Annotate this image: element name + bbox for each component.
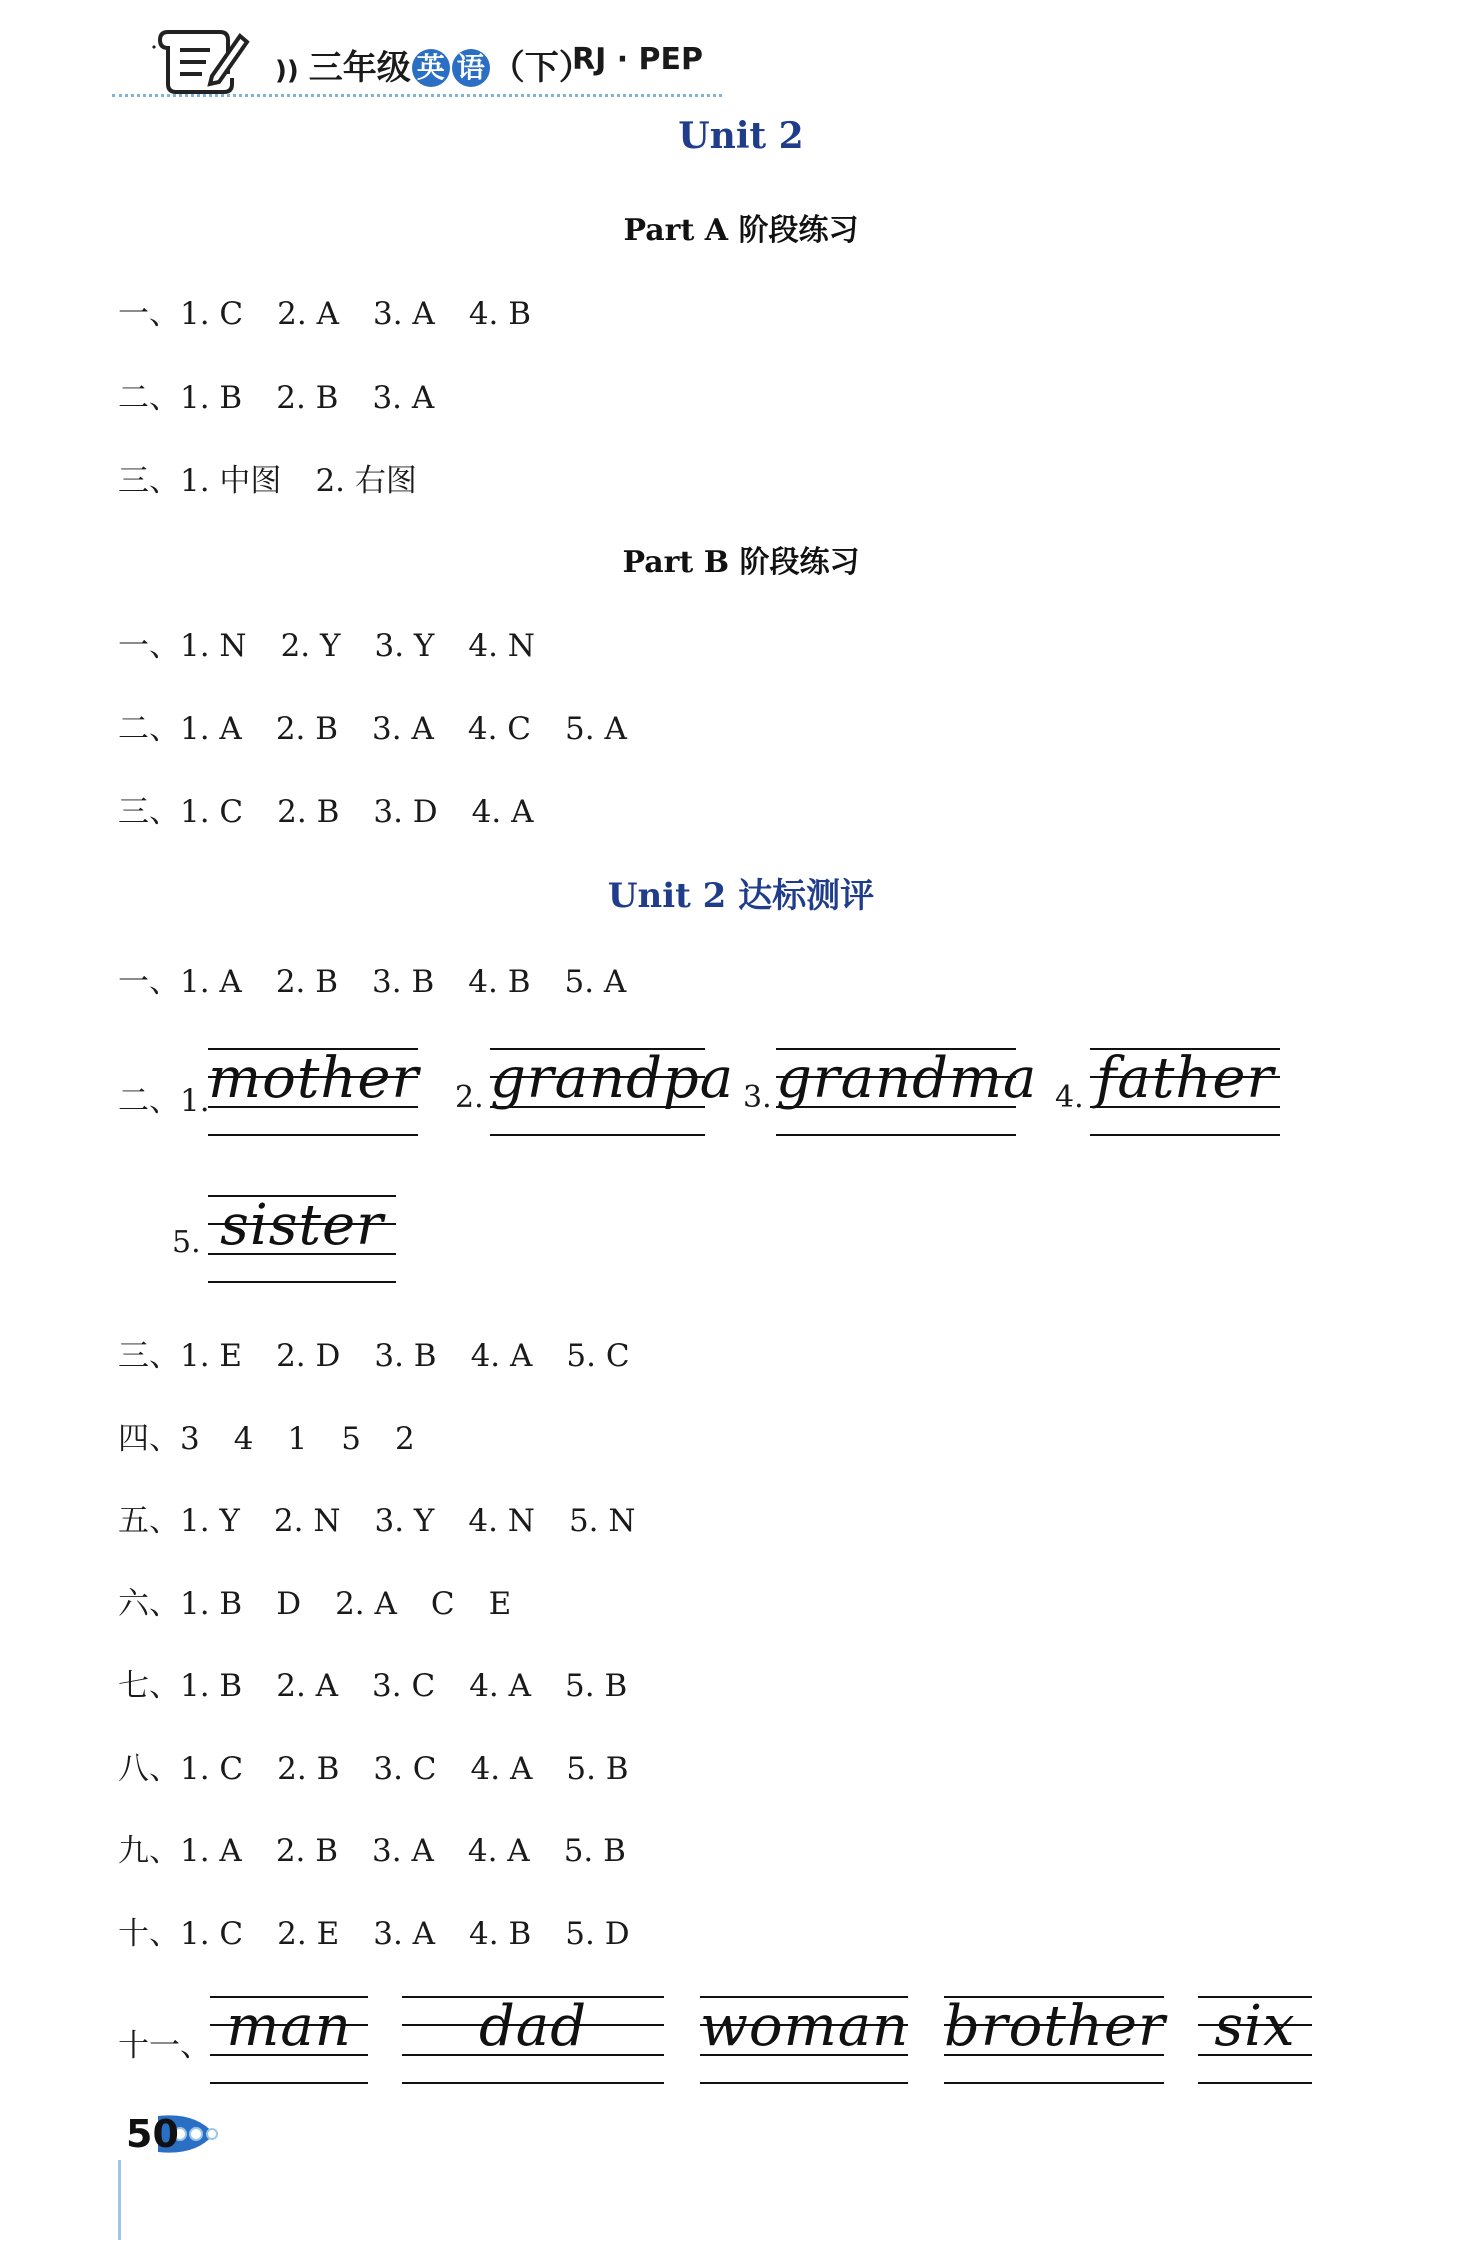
writing-num-3: 3. <box>743 1080 772 1115</box>
cursive-word: six <box>1214 1994 1296 2059</box>
writing-line-grandpa <box>490 1046 735 1134</box>
test-row-6: 六、1. B D 2. A C E <box>118 1586 512 1622</box>
test-row-4: 四、3 4 1 5 2 <box>118 1421 415 1457</box>
writing-num-2: 2. <box>455 1080 484 1115</box>
subject-badge-2: 语 <box>452 49 490 87</box>
part-b-row-3: 三、1. C 2. B 3. D 4. A <box>118 794 534 830</box>
header-rule <box>112 94 722 97</box>
writing-line-mother <box>208 1048 418 1134</box>
page-header <box>0 0 1482 100</box>
part-a-title: Part A 阶段练习 <box>623 213 859 248</box>
test-row-1: 一、1. A 2. B 3. B 4. B 5. A <box>118 964 627 1000</box>
part-a-row-1: 一、1. C 2. A 3. A 4. B <box>118 296 532 332</box>
writing-num-5: 5. <box>172 1225 201 1260</box>
test-row-5: 五、1. Y 2. N 3. Y 4. N 5. N <box>118 1503 636 1539</box>
page-edge-bar <box>118 2160 121 2240</box>
writing2-label: 十一、 <box>118 2028 211 2064</box>
test-row-3: 三、1. E 2. D 3. B 4. A 5. C <box>118 1338 630 1374</box>
cursive-word: sister <box>220 1193 384 1258</box>
writing-line-grandma <box>776 1046 1038 1134</box>
cursive-word: grandpa <box>490 1046 735 1111</box>
writing2-line-brother <box>944 1996 1164 2082</box>
writing-num-4: 4. <box>1055 1080 1084 1115</box>
writing2-line-woman <box>700 1996 908 2082</box>
test-title: Unit 2 达标测评 <box>607 876 875 916</box>
cursive-word: mother <box>208 1046 420 1111</box>
writing-line-father <box>1090 1048 1280 1134</box>
writing2-line-man <box>210 1996 368 2082</box>
book-series: RJ · PEP <box>572 42 704 77</box>
writing2-line-six <box>1198 1996 1312 2082</box>
writing-label: 二、1. <box>118 1083 210 1119</box>
test-row-10: 十、1. C 2. E 3. A 4. B 5. D <box>118 1916 630 1952</box>
writing-line-sister <box>208 1195 396 1281</box>
unit-title: Unit 2 <box>678 115 804 157</box>
cursive-word: father <box>1095 1046 1275 1111</box>
scroll-pencil-icon <box>150 18 250 98</box>
test-row-8: 八、1. C 2. B 3. C 4. A 5. B <box>118 1751 629 1787</box>
cursive-word: woman <box>700 1994 910 2059</box>
part-a-row-3: 三、1. 中图 2. 右图 <box>118 463 417 499</box>
page-number: 50 <box>118 2110 238 2158</box>
cursive-word: dad <box>478 1994 588 2059</box>
subject-badge-1: 英 <box>412 49 450 87</box>
cursive-word: man <box>226 1994 352 2059</box>
part-b-title: Part B 阶段练习 <box>622 545 860 580</box>
part-a-row-2: 二、1. B 2. B 3. A <box>118 380 435 416</box>
test-row-7: 七、1. B 2. A 3. C 4. A 5. B <box>118 1668 628 1704</box>
part-b-row-1: 一、1. N 2. Y 3. Y 4. N <box>118 628 535 664</box>
writing2-line-dad <box>402 1996 664 2082</box>
test-row-9: 九、1. A 2. B 3. A 4. A 5. B <box>118 1833 626 1869</box>
book-title: )) 三年级 英 语 （下） <box>275 48 593 88</box>
part-b-row-2: 二、1. A 2. B 3. A 4. C 5. A <box>118 711 627 747</box>
cursive-word: grandma <box>776 1046 1038 1111</box>
cursive-word: brother <box>944 1994 1166 2059</box>
